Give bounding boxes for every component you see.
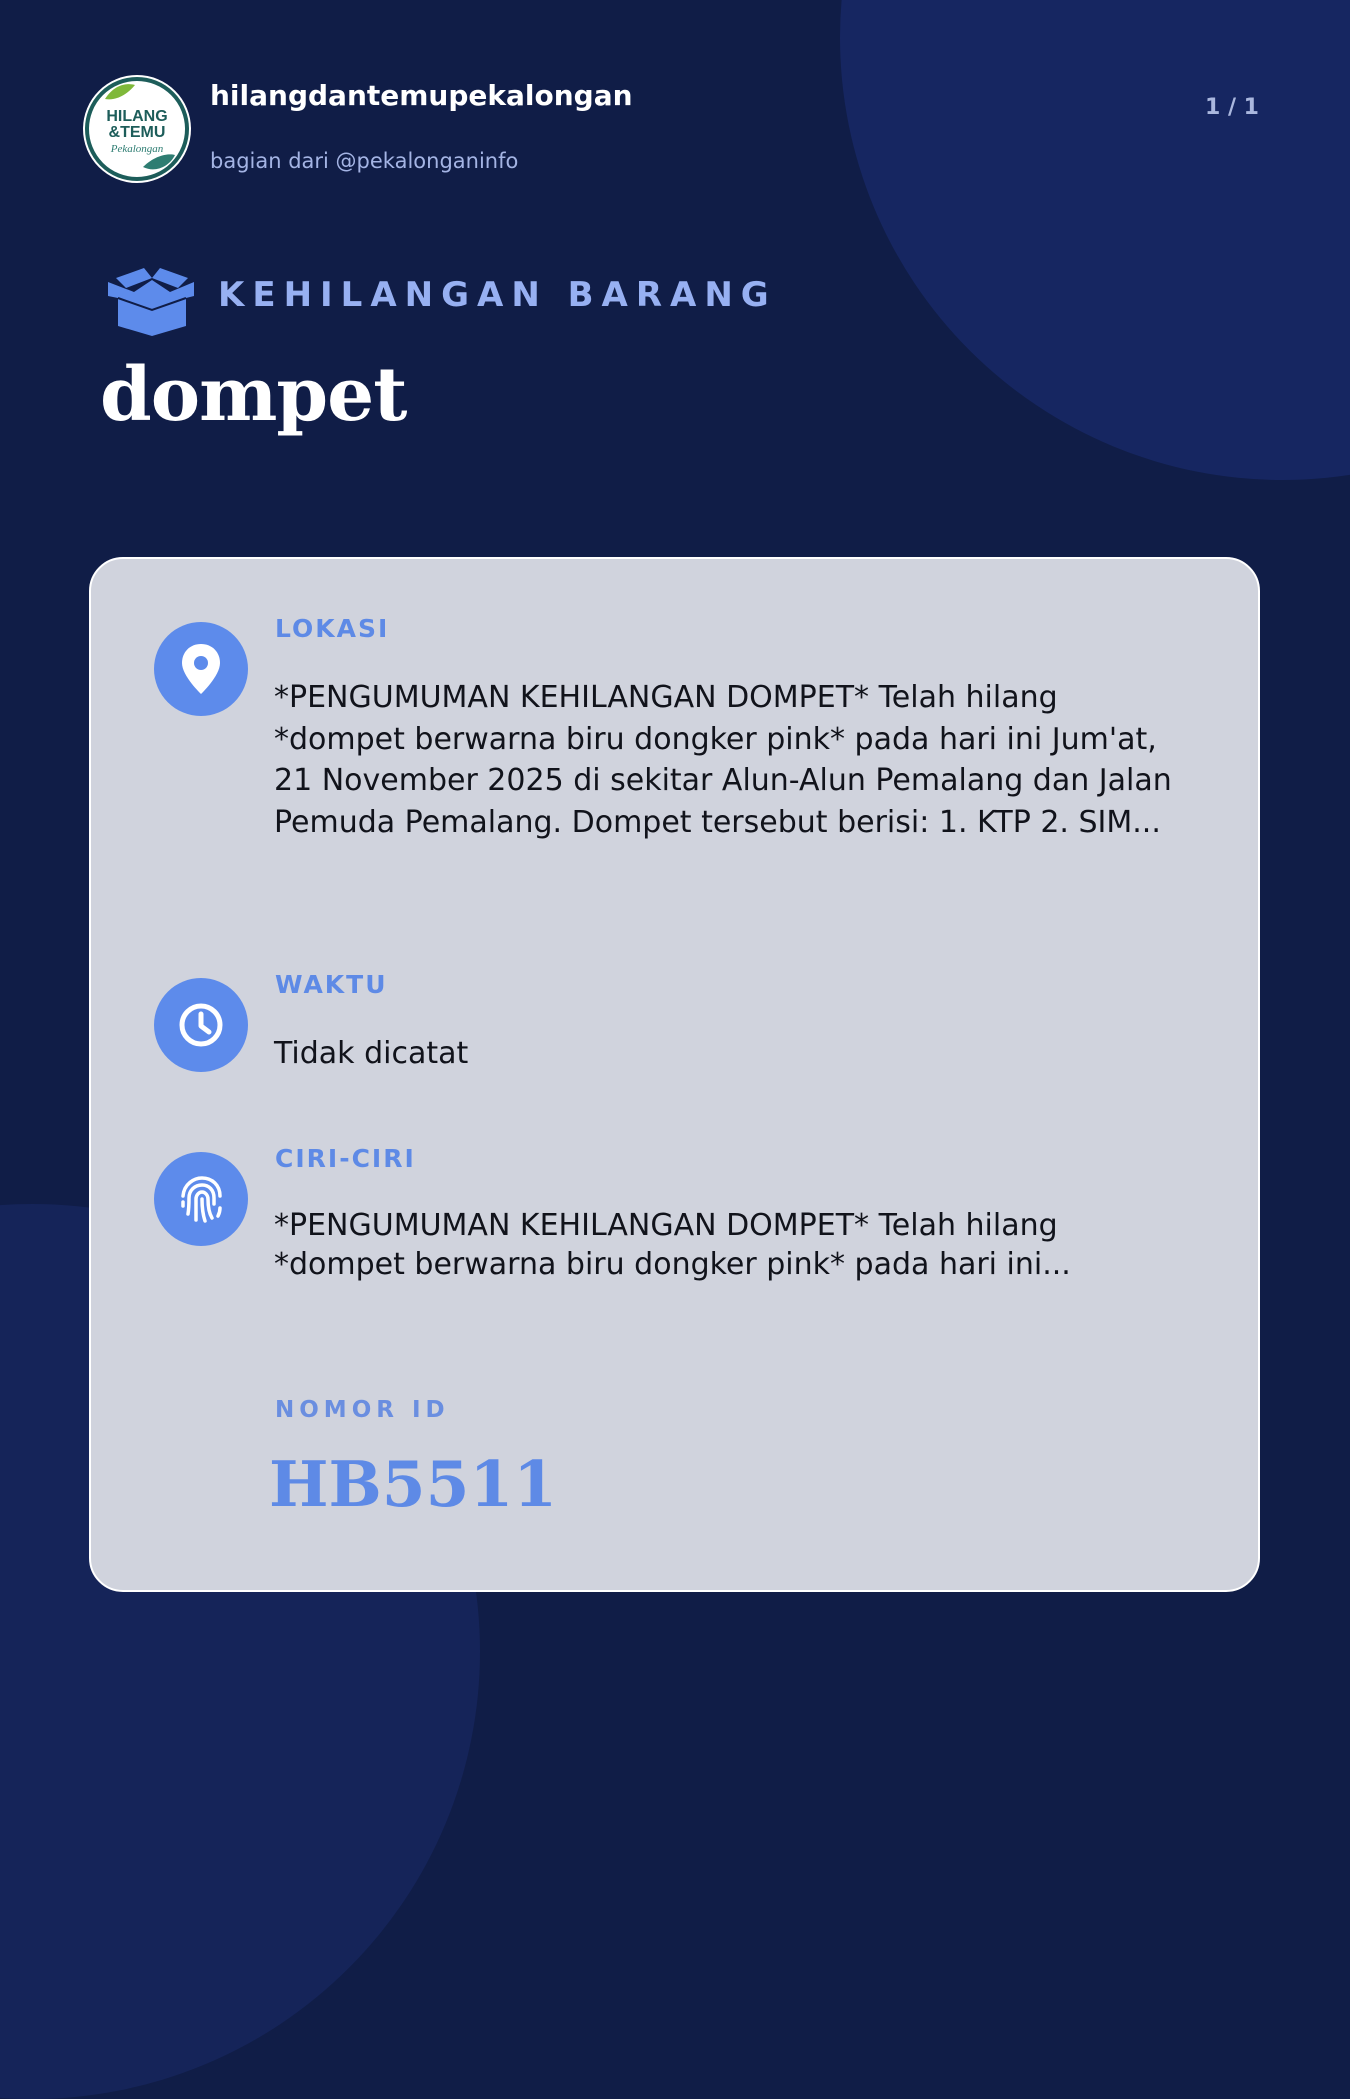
details-card <box>89 557 1260 1592</box>
traits-value: *PENGUMUMAN KEHILANGAN DOMPET* Telah hilang *dompet berwarna biru dongker pink* pada hari ini... <box>274 1208 1071 1282</box>
traits-label: CIRI-CIRI <box>275 1144 416 1173</box>
account-avatar[interactable] <box>83 75 191 183</box>
location-value: *PENGUMUMAN KEHILANGAN DOMPET* Telah hilang *dompet berwarna biru dongker pink* pada hari ini Jum'at, 21 November 2025 di sekitar Alun-Alun Pemalang dan Jalan Pemuda Pemalang. Dompet tersebut berisi: 1. KTP 2. SIM... <box>274 680 1172 840</box>
page-counter: 1 / 1 <box>1205 95 1259 120</box>
logo-script: Pekalongan <box>110 143 164 155</box>
account-subtitle: bagian dari @pekalonganinfo <box>210 149 519 173</box>
time-label: WAKTU <box>275 970 388 999</box>
logo-line2: &TEMU <box>108 124 166 141</box>
logo-line1: HILANG <box>106 108 168 125</box>
location-pin-icon <box>154 622 248 716</box>
category-label: KEHILANGAN BARANG <box>218 275 777 315</box>
background-circle-top <box>840 0 1350 480</box>
id-value: HB5511 <box>269 1447 558 1521</box>
account-name[interactable]: hilangdantemupekalongan <box>210 79 633 112</box>
item-title: dompet <box>100 352 407 438</box>
id-label: NOMOR ID <box>275 1397 450 1423</box>
open-box-icon <box>104 266 198 336</box>
location-label: LOKASI <box>275 614 390 643</box>
clock-icon <box>154 978 248 1072</box>
hilang-temu-logo <box>83 75 191 183</box>
fingerprint-icon <box>154 1152 248 1246</box>
time-value: Tidak dicatat <box>274 1036 469 1071</box>
